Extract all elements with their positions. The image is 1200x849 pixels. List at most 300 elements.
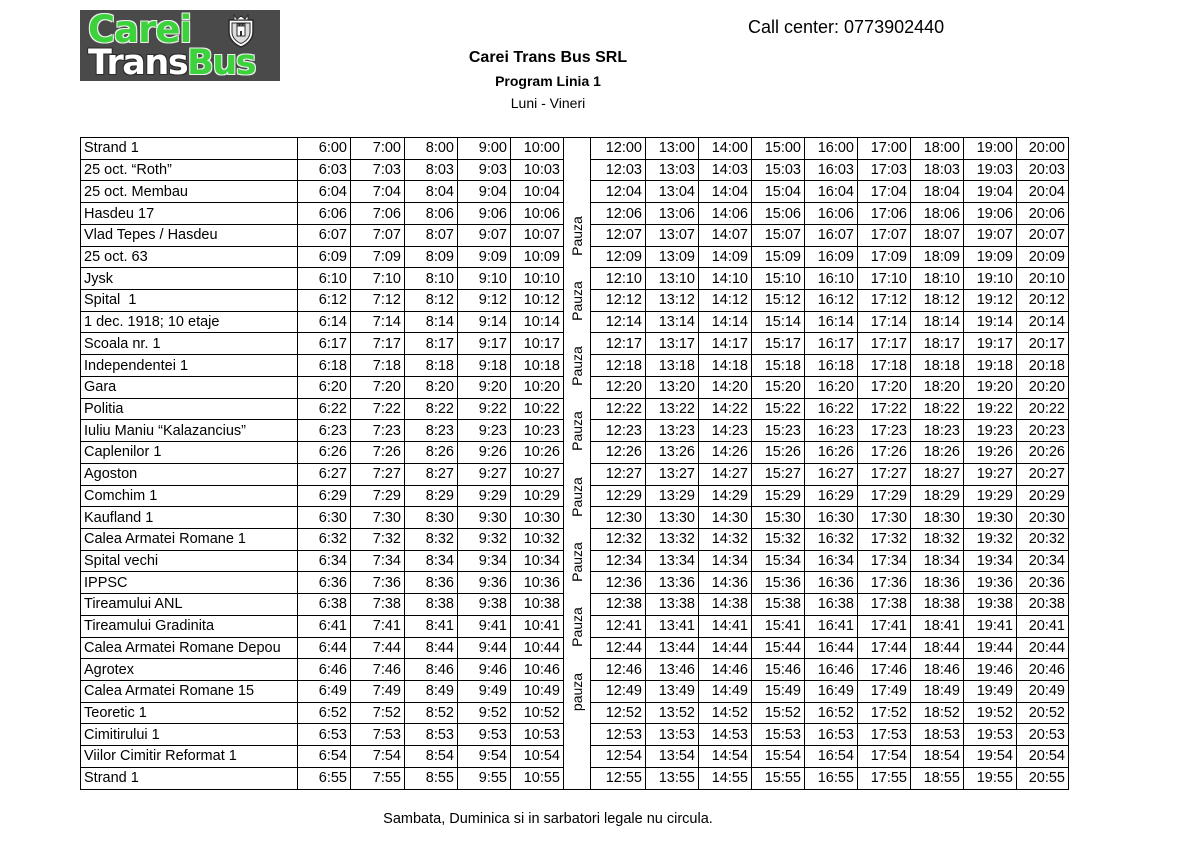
morning-departure-time: 8:10 <box>405 268 458 290</box>
morning-departure-time: 7:04 <box>351 181 405 203</box>
afternoon-departure-time: 18:34 <box>911 550 964 572</box>
afternoon-departure-time: 12:30 <box>591 507 646 529</box>
afternoon-departure-time: 15:38 <box>752 594 805 616</box>
logo-text-trans-bus <box>88 43 255 83</box>
morning-departure-time: 6:10 <box>298 268 351 290</box>
afternoon-departure-time: 19:20 <box>964 376 1017 398</box>
afternoon-departure-time: 20:49 <box>1017 680 1069 702</box>
morning-departure-time: 9:22 <box>458 398 511 420</box>
morning-departure-time: 10:53 <box>511 724 564 746</box>
morning-departure-time: 8:53 <box>405 724 458 746</box>
afternoon-departure-time: 17:18 <box>858 355 911 377</box>
afternoon-departure-time: 17:06 <box>858 203 911 225</box>
afternoon-departure-time: 16:00 <box>805 138 858 160</box>
morning-departure-time: 6:04 <box>298 181 351 203</box>
afternoon-departure-time: 20:20 <box>1017 376 1069 398</box>
morning-departure-time: 7:12 <box>351 290 405 312</box>
stop-name: Kaufland 1 <box>81 507 298 529</box>
afternoon-departure-time: 17:32 <box>858 528 911 550</box>
afternoon-departure-time: 12:29 <box>591 485 646 507</box>
afternoon-departure-time: 12:36 <box>591 572 646 594</box>
morning-departure-time: 7:23 <box>351 420 405 442</box>
afternoon-departure-time: 12:54 <box>591 746 646 768</box>
afternoon-departure-time: 15:29 <box>752 485 805 507</box>
afternoon-departure-time: 20:04 <box>1017 181 1069 203</box>
afternoon-departure-time: 15:09 <box>752 246 805 268</box>
afternoon-departure-time: 18:00 <box>911 138 964 160</box>
afternoon-departure-time: 17:03 <box>858 159 911 181</box>
afternoon-departure-time: 17:38 <box>858 594 911 616</box>
stop-name: Jysk <box>81 268 298 290</box>
morning-departure-time: 10:29 <box>511 485 564 507</box>
morning-departure-time: 8:04 <box>405 181 458 203</box>
morning-departure-time: 8:38 <box>405 594 458 616</box>
stop-name: Tireamului ANL <box>81 594 298 616</box>
afternoon-departure-time: 16:54 <box>805 746 858 768</box>
morning-departure-time: 10:38 <box>511 594 564 616</box>
afternoon-departure-time: 19:34 <box>964 550 1017 572</box>
morning-departure-time: 10:00 <box>511 138 564 160</box>
morning-departure-time: 6:53 <box>298 724 351 746</box>
afternoon-departure-time: 13:54 <box>646 746 699 768</box>
afternoon-departure-time: 15:22 <box>752 398 805 420</box>
afternoon-departure-time: 19:14 <box>964 311 1017 333</box>
afternoon-departure-time: 14:54 <box>699 746 752 768</box>
afternoon-departure-time: 13:41 <box>646 615 699 637</box>
afternoon-departure-time: 14:22 <box>699 398 752 420</box>
afternoon-departure-time: 16:30 <box>805 507 858 529</box>
afternoon-departure-time: 16:03 <box>805 159 858 181</box>
afternoon-departure-time: 18:22 <box>911 398 964 420</box>
afternoon-departure-time: 20:22 <box>1017 398 1069 420</box>
morning-departure-time: 6:54 <box>298 746 351 768</box>
morning-departure-time: 10:12 <box>511 290 564 312</box>
afternoon-departure-time: 14:46 <box>699 659 752 681</box>
afternoon-departure-time: 19:09 <box>964 246 1017 268</box>
afternoon-departure-time: 15:44 <box>752 637 805 659</box>
afternoon-departure-time: 19:29 <box>964 485 1017 507</box>
afternoon-departure-time: 14:04 <box>699 181 752 203</box>
afternoon-departure-time: 12:06 <box>591 203 646 225</box>
morning-departure-time: 8:20 <box>405 376 458 398</box>
afternoon-departure-time: 12:04 <box>591 181 646 203</box>
pause-label: Pauza <box>569 215 585 256</box>
stop-name: Calea Armatei Romane 1 <box>81 528 298 550</box>
afternoon-departure-time: 12:18 <box>591 355 646 377</box>
afternoon-departure-time: 18:14 <box>911 311 964 333</box>
afternoon-departure-time: 18:09 <box>911 246 964 268</box>
stop-name: Viilor Cimitir Reformat 1 <box>81 746 298 768</box>
morning-departure-time: 9:04 <box>458 181 511 203</box>
afternoon-departure-time: 20:03 <box>1017 159 1069 181</box>
afternoon-departure-time: 19:53 <box>964 724 1017 746</box>
afternoon-departure-time: 19:12 <box>964 290 1017 312</box>
morning-departure-time: 8:12 <box>405 290 458 312</box>
morning-departure-time: 10:17 <box>511 333 564 355</box>
afternoon-departure-time: 13:52 <box>646 702 699 724</box>
afternoon-departure-time: 19:38 <box>964 594 1017 616</box>
morning-departure-time: 7:18 <box>351 355 405 377</box>
morning-departure-time: 8:52 <box>405 702 458 724</box>
morning-departure-time: 7:03 <box>351 159 405 181</box>
afternoon-departure-time: 18:32 <box>911 528 964 550</box>
afternoon-departure-time: 20:32 <box>1017 528 1069 550</box>
morning-departure-time: 6:52 <box>298 702 351 724</box>
morning-departure-time: 9:03 <box>458 159 511 181</box>
afternoon-departure-time: 18:53 <box>911 724 964 746</box>
stop-name: Agrotex <box>81 659 298 681</box>
afternoon-departure-time: 13:04 <box>646 181 699 203</box>
afternoon-departure-time: 14:23 <box>699 420 752 442</box>
morning-departure-time: 6:46 <box>298 659 351 681</box>
footer-note: Sambata, Duminica si in sarbatori legale nu circula. <box>383 811 713 827</box>
afternoon-departure-time: 18:12 <box>911 290 964 312</box>
afternoon-departure-time: 20:14 <box>1017 311 1069 333</box>
afternoon-departure-time: 16:12 <box>805 290 858 312</box>
morning-departure-time: 6:29 <box>298 485 351 507</box>
afternoon-departure-time: 15:55 <box>752 767 805 789</box>
morning-departure-time: 9:38 <box>458 594 511 616</box>
afternoon-departure-time: 18:07 <box>911 224 964 246</box>
morning-departure-time: 6:03 <box>298 159 351 181</box>
program-title: Program Linia 1 <box>495 73 601 89</box>
morning-departure-time: 9:17 <box>458 333 511 355</box>
stop-name: 1 dec. 1918; 10 etaje <box>81 311 298 333</box>
afternoon-departure-time: 15:10 <box>752 268 805 290</box>
morning-departure-time: 6:07 <box>298 224 351 246</box>
afternoon-departure-time: 17:44 <box>858 637 911 659</box>
afternoon-departure-time: 19:18 <box>964 355 1017 377</box>
afternoon-departure-time: 18:55 <box>911 767 964 789</box>
morning-departure-time: 6:41 <box>298 615 351 637</box>
morning-departure-time: 7:29 <box>351 485 405 507</box>
afternoon-departure-time: 19:00 <box>964 138 1017 160</box>
morning-departure-time: 8:54 <box>405 746 458 768</box>
afternoon-departure-time: 15:54 <box>752 746 805 768</box>
stop-name: Hasdeu 17 <box>81 203 298 225</box>
afternoon-departure-time: 15:20 <box>752 376 805 398</box>
pause-label: Pauza <box>569 476 585 517</box>
afternoon-departure-time: 15:04 <box>752 181 805 203</box>
morning-departure-time: 7:32 <box>351 528 405 550</box>
pause-label: Pauza <box>569 541 585 582</box>
afternoon-departure-time: 12:09 <box>591 246 646 268</box>
stop-name: Strand 1 <box>81 767 298 789</box>
afternoon-departure-time: 12:46 <box>591 659 646 681</box>
afternoon-departure-time: 20:09 <box>1017 246 1069 268</box>
afternoon-departure-time: 17:04 <box>858 181 911 203</box>
morning-departure-time: 8:46 <box>405 659 458 681</box>
stop-name: Strand 1 <box>81 138 298 160</box>
afternoon-departure-time: 18:46 <box>911 659 964 681</box>
morning-departure-time: 7:06 <box>351 203 405 225</box>
morning-departure-time: 7:49 <box>351 680 405 702</box>
morning-departure-time: 6:09 <box>298 246 351 268</box>
afternoon-departure-time: 17:54 <box>858 746 911 768</box>
afternoon-departure-time: 13:32 <box>646 528 699 550</box>
afternoon-departure-time: 17:10 <box>858 268 911 290</box>
afternoon-departure-time: 18:52 <box>911 702 964 724</box>
morning-departure-time: 7:30 <box>351 507 405 529</box>
afternoon-departure-time: 15:07 <box>752 224 805 246</box>
afternoon-departure-time: 19:55 <box>964 767 1017 789</box>
morning-departure-time: 7:38 <box>351 594 405 616</box>
morning-departure-time: 8:26 <box>405 442 458 464</box>
afternoon-departure-time: 15:27 <box>752 463 805 485</box>
morning-departure-time: 9:14 <box>458 311 511 333</box>
morning-departure-time: 6:32 <box>298 528 351 550</box>
morning-departure-time: 9:44 <box>458 637 511 659</box>
morning-departure-time: 6:22 <box>298 398 351 420</box>
afternoon-departure-time: 12:17 <box>591 333 646 355</box>
stop-name: Spital vechi <box>81 550 298 572</box>
afternoon-departure-time: 18:49 <box>911 680 964 702</box>
morning-departure-time: 6:20 <box>298 376 351 398</box>
afternoon-departure-time: 16:26 <box>805 442 858 464</box>
afternoon-departure-time: 17:49 <box>858 680 911 702</box>
morning-departure-time: 6:36 <box>298 572 351 594</box>
pause-label: Pauza <box>569 346 585 387</box>
afternoon-departure-time: 17:20 <box>858 376 911 398</box>
afternoon-departure-time: 17:46 <box>858 659 911 681</box>
afternoon-departure-time: 14:18 <box>699 355 752 377</box>
morning-departure-time: 8:44 <box>405 637 458 659</box>
afternoon-departure-time: 13:14 <box>646 311 699 333</box>
afternoon-departure-time: 13:09 <box>646 246 699 268</box>
morning-departure-time: 9:53 <box>458 724 511 746</box>
afternoon-departure-time: 17:09 <box>858 246 911 268</box>
timetable <box>80 137 1069 790</box>
afternoon-departure-time: 13:10 <box>646 268 699 290</box>
stop-name: Gara <box>81 376 298 398</box>
morning-departure-time: 9:52 <box>458 702 511 724</box>
afternoon-departure-time: 17:07 <box>858 224 911 246</box>
afternoon-departure-time: 15:23 <box>752 420 805 442</box>
afternoon-departure-time: 19:22 <box>964 398 1017 420</box>
afternoon-departure-time: 18:18 <box>911 355 964 377</box>
afternoon-departure-time: 18:41 <box>911 615 964 637</box>
afternoon-departure-time: 20:27 <box>1017 463 1069 485</box>
afternoon-departure-time: 14:00 <box>699 138 752 160</box>
afternoon-departure-time: 20:29 <box>1017 485 1069 507</box>
morning-departure-time: 6:14 <box>298 311 351 333</box>
morning-departure-time: 9:30 <box>458 507 511 529</box>
afternoon-departure-time: 16:44 <box>805 637 858 659</box>
company-name: Carei Trans Bus SRL <box>468 49 628 66</box>
morning-departure-time: 8:29 <box>405 485 458 507</box>
afternoon-departure-time: 15:41 <box>752 615 805 637</box>
afternoon-departure-time: 13:49 <box>646 680 699 702</box>
stop-name: Teoretic 1 <box>81 702 298 724</box>
afternoon-departure-time: 15:34 <box>752 550 805 572</box>
morning-departure-time: 8:18 <box>405 355 458 377</box>
afternoon-departure-time: 19:54 <box>964 746 1017 768</box>
afternoon-departure-time: 19:44 <box>964 637 1017 659</box>
afternoon-departure-time: 19:36 <box>964 572 1017 594</box>
stop-name: Agoston <box>81 463 298 485</box>
morning-departure-time: 10:41 <box>511 615 564 637</box>
afternoon-departure-time: 15:14 <box>752 311 805 333</box>
afternoon-departure-time: 13:22 <box>646 398 699 420</box>
morning-departure-time: 9:41 <box>458 615 511 637</box>
afternoon-departure-time: 14:27 <box>699 463 752 485</box>
afternoon-departure-time: 15:53 <box>752 724 805 746</box>
morning-departure-time: 7:46 <box>351 659 405 681</box>
morning-departure-time: 9:36 <box>458 572 511 594</box>
morning-departure-time: 9:34 <box>458 550 511 572</box>
afternoon-departure-time: 14:32 <box>699 528 752 550</box>
afternoon-departure-time: 13:20 <box>646 376 699 398</box>
morning-departure-time: 9:32 <box>458 528 511 550</box>
afternoon-departure-time: 14:14 <box>699 311 752 333</box>
afternoon-departure-time: 13:26 <box>646 442 699 464</box>
afternoon-departure-time: 15:12 <box>752 290 805 312</box>
stop-name: Independentei 1 <box>81 355 298 377</box>
afternoon-departure-time: 17:30 <box>858 507 911 529</box>
morning-departure-time: 6:49 <box>298 680 351 702</box>
morning-departure-time: 7:22 <box>351 398 405 420</box>
stop-name: IPPSC <box>81 572 298 594</box>
afternoon-departure-time: 16:55 <box>805 767 858 789</box>
afternoon-departure-time: 13:44 <box>646 637 699 659</box>
morning-departure-time: 8:36 <box>405 572 458 594</box>
morning-departure-time: 8:14 <box>405 311 458 333</box>
afternoon-departure-time: 19:32 <box>964 528 1017 550</box>
afternoon-departure-time: 17:36 <box>858 572 911 594</box>
timetable-row <box>81 138 1069 160</box>
morning-departure-time: 8:06 <box>405 203 458 225</box>
afternoon-departure-time: 16:34 <box>805 550 858 572</box>
afternoon-departure-time: 17:26 <box>858 442 911 464</box>
pause-label: Pauza <box>569 411 585 452</box>
afternoon-departure-time: 20:55 <box>1017 767 1069 789</box>
stop-name: Vlad Tepes / Hasdeu <box>81 224 298 246</box>
afternoon-departure-time: 18:36 <box>911 572 964 594</box>
afternoon-departure-time: 18:10 <box>911 268 964 290</box>
morning-departure-time: 7:27 <box>351 463 405 485</box>
afternoon-departure-time: 17:41 <box>858 615 911 637</box>
afternoon-departure-time: 13:30 <box>646 507 699 529</box>
pause-label: pauza <box>569 673 585 712</box>
morning-departure-time: 8:41 <box>405 615 458 637</box>
afternoon-departure-time: 12:41 <box>591 615 646 637</box>
afternoon-departure-time: 14:36 <box>699 572 752 594</box>
morning-departure-time: 7:41 <box>351 615 405 637</box>
morning-departure-time: 8:34 <box>405 550 458 572</box>
morning-departure-time: 9:10 <box>458 268 511 290</box>
afternoon-departure-time: 16:07 <box>805 224 858 246</box>
morning-departure-time: 10:52 <box>511 702 564 724</box>
afternoon-departure-time: 19:03 <box>964 159 1017 181</box>
afternoon-departure-time: 12:27 <box>591 463 646 485</box>
afternoon-departure-time: 19:46 <box>964 659 1017 681</box>
afternoon-departure-time: 13:27 <box>646 463 699 485</box>
afternoon-departure-time: 20:52 <box>1017 702 1069 724</box>
morning-departure-time: 6:23 <box>298 420 351 442</box>
morning-departure-time: 7:53 <box>351 724 405 746</box>
morning-departure-time: 10:55 <box>511 767 564 789</box>
afternoon-departure-time: 16:14 <box>805 311 858 333</box>
afternoon-departure-time: 16:49 <box>805 680 858 702</box>
afternoon-departure-time: 15:17 <box>752 333 805 355</box>
afternoon-departure-time: 16:23 <box>805 420 858 442</box>
afternoon-departure-time: 15:32 <box>752 528 805 550</box>
morning-departure-time: 7:00 <box>351 138 405 160</box>
afternoon-departure-time: 12:26 <box>591 442 646 464</box>
afternoon-departure-time: 20:46 <box>1017 659 1069 681</box>
stop-name: Calea Armatei Romane Depou <box>81 637 298 659</box>
morning-departure-time: 10:03 <box>511 159 564 181</box>
morning-departure-time: 8:32 <box>405 528 458 550</box>
morning-departure-time: 9:06 <box>458 203 511 225</box>
afternoon-departure-time: 16:41 <box>805 615 858 637</box>
afternoon-departure-time: 17:52 <box>858 702 911 724</box>
afternoon-departure-time: 20:41 <box>1017 615 1069 637</box>
morning-departure-time: 10:49 <box>511 680 564 702</box>
afternoon-departure-time: 14:41 <box>699 615 752 637</box>
afternoon-departure-time: 17:22 <box>858 398 911 420</box>
afternoon-departure-time: 17:27 <box>858 463 911 485</box>
afternoon-departure-time: 18:03 <box>911 159 964 181</box>
morning-departure-time: 8:55 <box>405 767 458 789</box>
afternoon-departure-time: 20:53 <box>1017 724 1069 746</box>
morning-departure-time: 8:17 <box>405 333 458 355</box>
afternoon-departure-time: 15:06 <box>752 203 805 225</box>
afternoon-departure-time: 19:07 <box>964 224 1017 246</box>
afternoon-departure-time: 14:20 <box>699 376 752 398</box>
afternoon-departure-time: 15:30 <box>752 507 805 529</box>
morning-departure-time: 7:07 <box>351 224 405 246</box>
afternoon-departure-time: 17:55 <box>858 767 911 789</box>
afternoon-departure-time: 17:12 <box>858 290 911 312</box>
afternoon-departure-time: 16:53 <box>805 724 858 746</box>
afternoon-departure-time: 12:12 <box>591 290 646 312</box>
afternoon-departure-time: 12:20 <box>591 376 646 398</box>
afternoon-departure-time: 15:36 <box>752 572 805 594</box>
afternoon-departure-time: 17:34 <box>858 550 911 572</box>
afternoon-departure-time: 17:14 <box>858 311 911 333</box>
afternoon-departure-time: 18:23 <box>911 420 964 442</box>
morning-departure-time: 10:18 <box>511 355 564 377</box>
afternoon-departure-time: 19:27 <box>964 463 1017 485</box>
morning-departure-time: 10:10 <box>511 268 564 290</box>
afternoon-departure-time: 20:07 <box>1017 224 1069 246</box>
morning-departure-time: 10:44 <box>511 637 564 659</box>
morning-departure-time: 7:52 <box>351 702 405 724</box>
morning-departure-time: 10:54 <box>511 746 564 768</box>
afternoon-departure-time: 12:10 <box>591 268 646 290</box>
afternoon-departure-time: 15:00 <box>752 138 805 160</box>
stop-name: 25 oct. 63 <box>81 246 298 268</box>
stop-name: Tireamului Gradinita <box>81 615 298 637</box>
stop-name: Scoala nr. 1 <box>81 333 298 355</box>
afternoon-departure-time: 14:44 <box>699 637 752 659</box>
morning-departure-time: 7:26 <box>351 442 405 464</box>
afternoon-departure-time: 14:26 <box>699 442 752 464</box>
stop-name: Comchim 1 <box>81 485 298 507</box>
afternoon-departure-time: 13:00 <box>646 138 699 160</box>
afternoon-departure-time: 18:26 <box>911 442 964 464</box>
morning-departure-time: 7:17 <box>351 333 405 355</box>
morning-departure-time: 7:44 <box>351 637 405 659</box>
morning-departure-time: 7:36 <box>351 572 405 594</box>
afternoon-departure-time: 14:06 <box>699 203 752 225</box>
morning-departure-time: 10:26 <box>511 442 564 464</box>
afternoon-departure-time: 20:10 <box>1017 268 1069 290</box>
morning-departure-time: 7:20 <box>351 376 405 398</box>
afternoon-departure-time: 16:09 <box>805 246 858 268</box>
morning-departure-time: 6:26 <box>298 442 351 464</box>
